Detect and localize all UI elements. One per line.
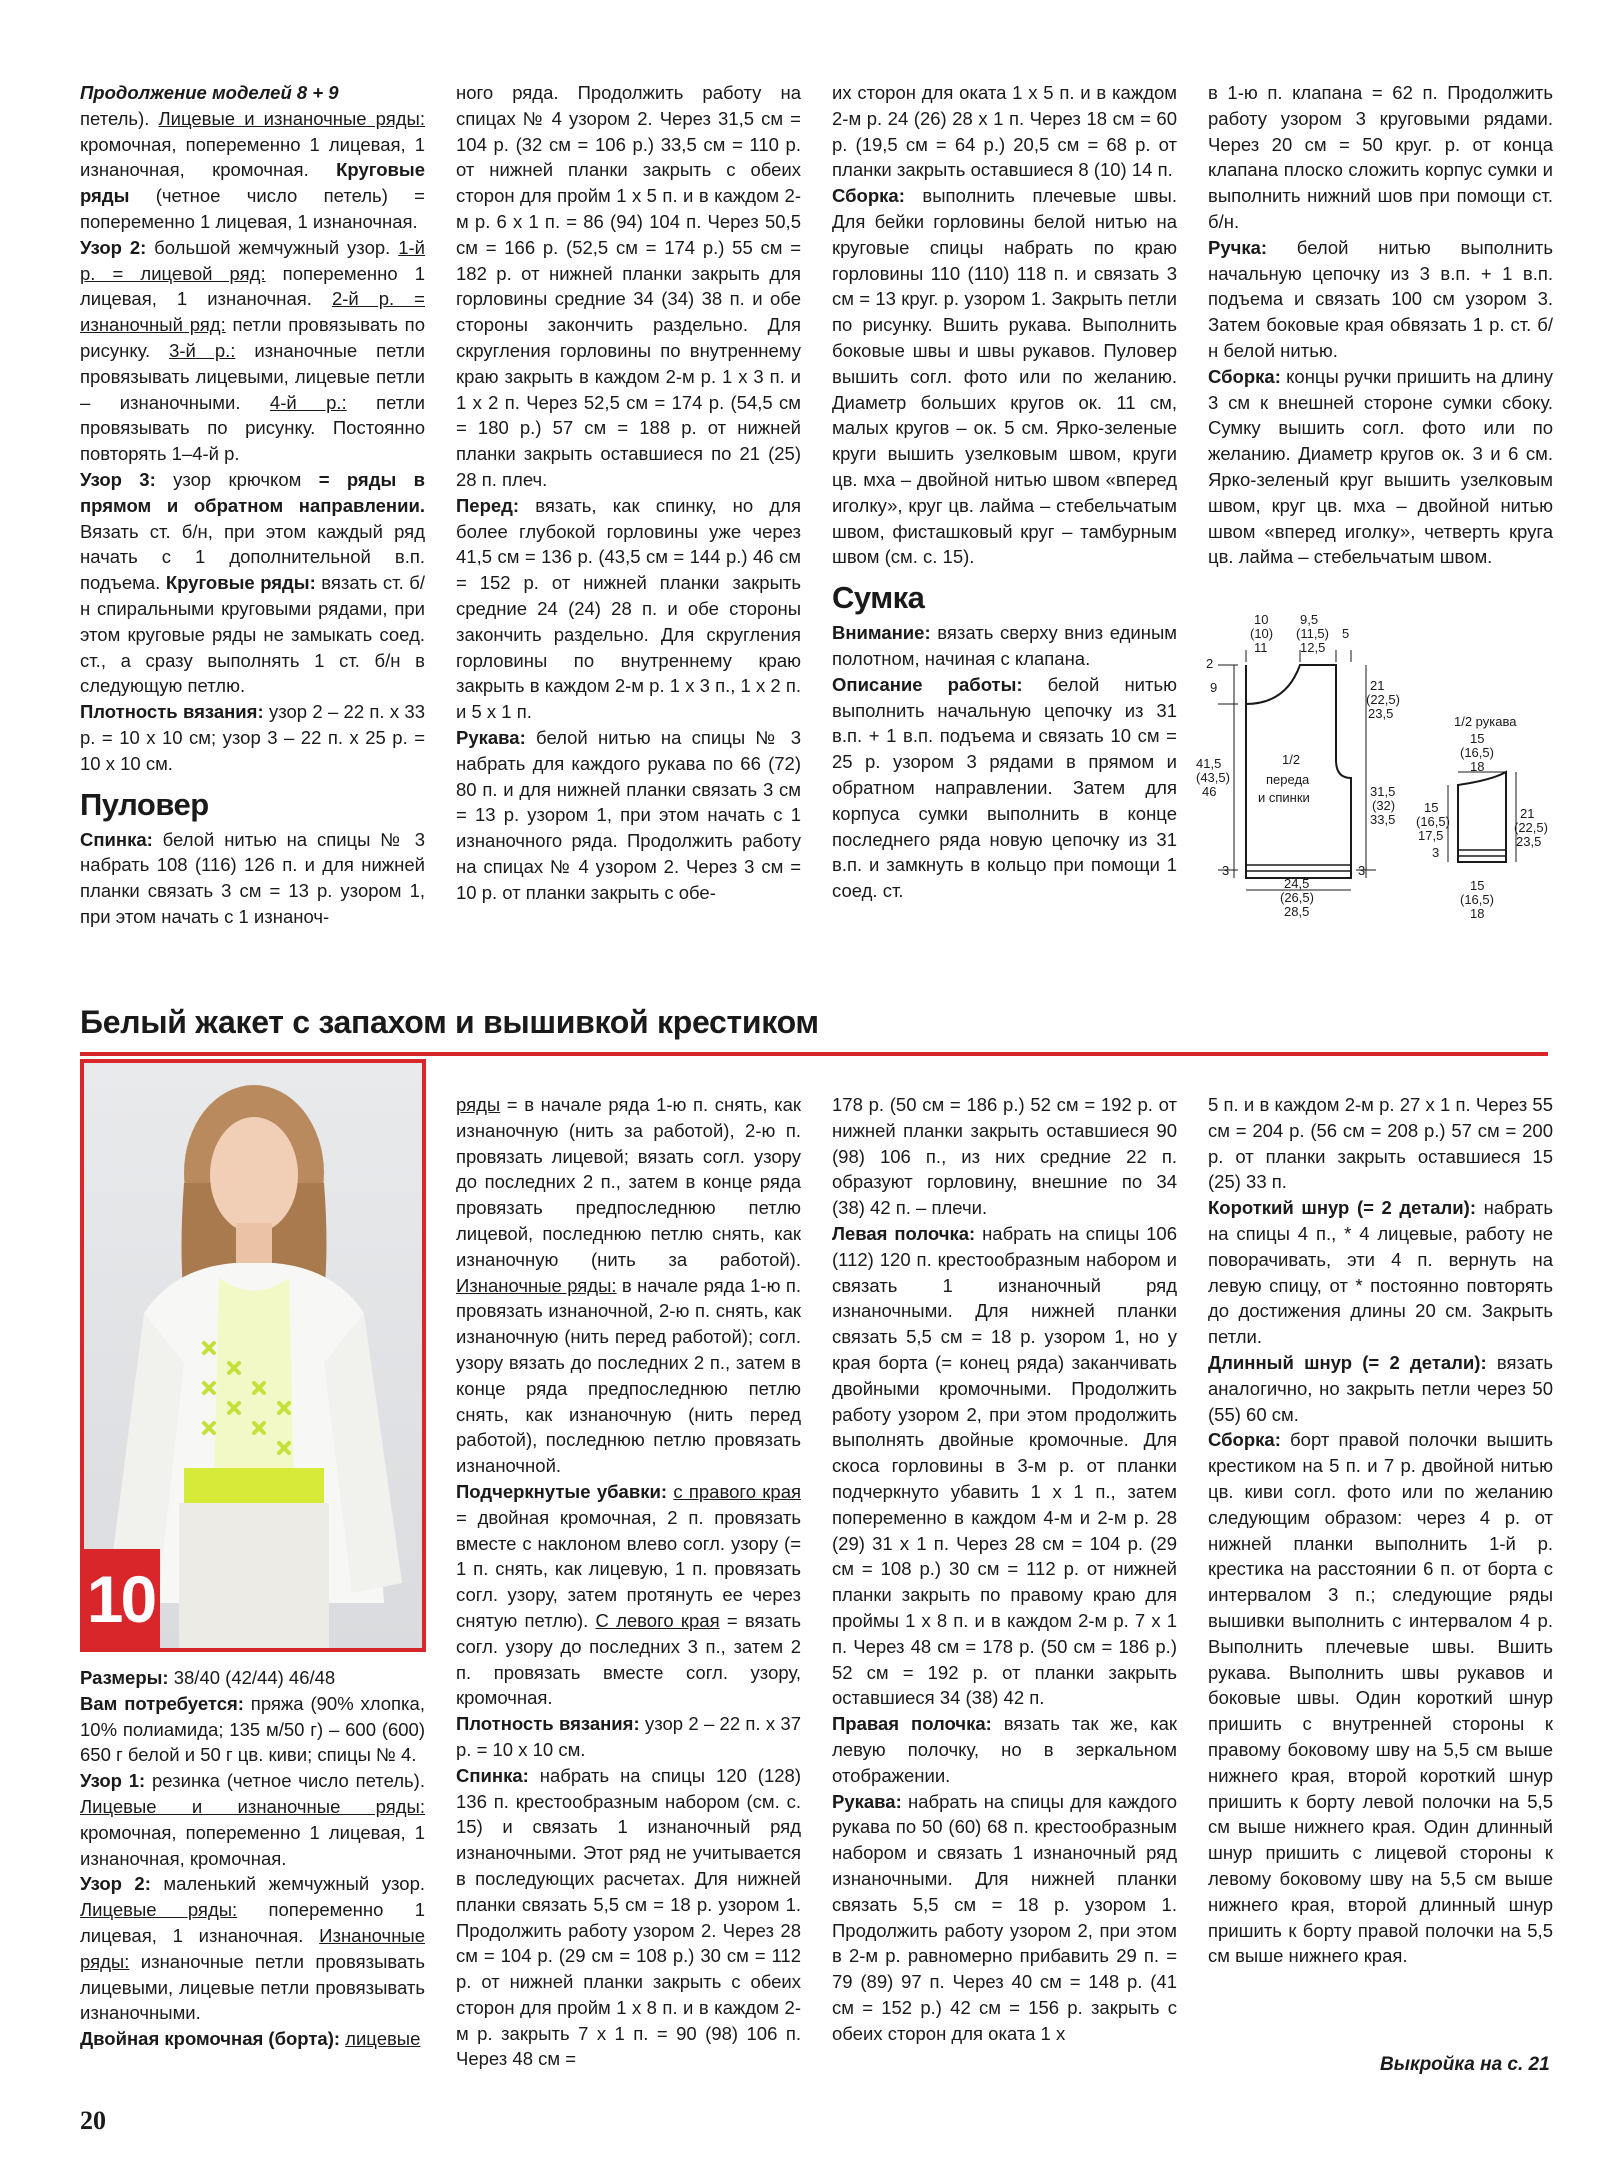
dim-left-2: 2 — [1206, 656, 1214, 671]
svg-text:(22,5): (22,5) — [1514, 820, 1548, 835]
dim-hem-left: 3 — [1222, 863, 1230, 878]
pattern-diagram — [1196, 600, 1556, 940]
sleeve-label: 1/2 рукава — [1454, 714, 1517, 729]
svg-text:18: 18 — [1470, 759, 1485, 774]
pulover-heading: Пуловер — [80, 786, 209, 822]
bottom-column-2: ряды = в начале ряда 1-ю п. снять, как изнаночную (нить за работой), 2-ю п. провязать лицевой; вязать согл. узору до последних 2 п., затем в конце ряда провязать предпоследнюю петлю лицевой, последнюю петлю снять, как изнаночную (нить за работой). Изнаночные ряды: в начале ряда 1-ю п. провязать изнаночной, 2-ю п. снять, как изнаночную (нить перед работой); согл. узору вязать до последних 2 п., затем в конце ряда предпоследнюю петлю снять, как изнаночную (нить перед работой), последнюю петлю провязать изнаночной. Подчеркнутые убавки: с правого края = двойная кромочная, 2 п. провязать вместе с наклоном влево согл. узору (= 1 п. снять, как лицевую, 1 п. провязать согл. узору, затем протянуть ее через снятую петлю). С левого края = вязать согл. узору до последних 3 п., затем 2 п. провязать вместе согл. узору, кромочная. Плотность вязания: узор 2 – 22 п. х 37 р. = 10 х 10 см. Спинка: набрать на спицы 120 (128) 136 п. крестообразным набором (см. с. 15) и связать 1 изнаночный ряд изнаночными. Этот ряд не учитывается в последующих расчетах. Для нижней планки связать 5,5 см = 18 р. узором 1. Продолжить работу узором 2. Через 28 см = 104 р. (29 см = 108 р.) 30 см = 112 р. от нижней планки закрыть с обеих сторон для пройм 1 х 8 п. и в каждом 2-м р. закрыть 7 х 1 п. = 90 (98) 106 п. Через 48 см = — [456, 1094, 801, 2070]
dim-left-total: 41,5 — [1196, 756, 1222, 771]
top-column-4: в 1-ю п. клапана = 62 п. Продолжить работу узором 3 круговыми рядами. Через 20 см = 50 круг. р. от конца клапана плоско сложить корпус сумки и выполнить нижний шов при помощи ст. б/н. Ручка: белой нитью выполнить начальную цепочку из 3 в.п. + 1 в.п. подъема и связать 100 см узором 3. Затем боковые края обвязать 1 р. ст. б/н белой нитью. Сборка: концы ручки пришить на длину 3 см к внешней стороне сумки сбоку. Сумку вышить согл. фото или по желанию. Диаметр кругов ок. 3 и 6 см. Ярко-зеленый круг вышить узелковым швом, круг цв. мха – двойной нитью швом «вперед иголку», четверть круга цв. лайма – стебельчатым швом. — [1208, 82, 1553, 568]
bottom-column-3: 178 р. (50 см = 186 р.) 52 см = 192 р. от нижней планки закрыть оставшиеся 90 (98) 106 п., из них средние 22 п. образуют горловину, внешние по 34 (38) 42 п. – плечи. Левая полочка: набрать на спицы 106 (112) 120 п. крестообразным набором и связать 1 изнаночный ряд изнаночными. Для нижней планки связать 5,5 см = 18 р. узором 1, но у края борта (= конец ряда) заканчивать двойными кромочными. Продолжить работу узором 2, при этом продолжить выполнять двойные кромочные. Для скоса горловины в 3-м р. от планки подчеркнуто убавить 1 х 1 п., затем попеременно в каждом 4-м и 2-м р. 28 (29) 31 х 1 п. Через 28 см = 104 р. (29 см = 108 р.) 30 см = 112 р. от нижней планки закрыть по правому краю для проймы 1 х 8 п. и в каждом 2-м р. 7 х 1 п. Через 48 см = 178 р. (50 см = 186 р.) 52 см = 192 р. от планки закрыть оставшиеся 34 (38) 42 п. Правая полочка: вязать так же, как левую полочку, но в зеркальном отображении. Рукава: набрать на спицы для каждого рукава по 50 (60) 68 п. крестообразным набором и связать 1 изнаночный ряд изнаночными. Для нижней планки связать 5,5 см = 18 р. узором 1. Продолжить работу узором 2, при этом в 2-м р. равномерно прибавить 29 п. = 79 (89) 97 п. Через 40 см = 148 р. (41 см = 152 р.) 42 см = 156 р. закрыть с обеих сторон для оката 1 х — [832, 1094, 1177, 2044]
svg-text:11: 11 — [1254, 640, 1268, 655]
svg-text:переда: переда — [1266, 772, 1310, 787]
svg-text:23,5: 23,5 — [1516, 834, 1542, 849]
svg-text:23,5: 23,5 — [1368, 706, 1394, 721]
top-column-2: ного ряда. Продолжить работу на спицах № 4 узором 2. Через 31,5 см = 104 р. (32 см = 106 р.) 33,5 см = 110 р. от нижней планки закрыть с обеих сторон для пройм 1 х 5 п. и в каждом 2-м р. 6 х 1 п. = 86 (94) 104 п. Через 50,5 см = 166 р. (52,5 см = 174 р.) 55 см = 182 р. от нижней планки закрыть для горловины средние 34 (34) 38 п. и обе стороны закончить раздельно. Для скругления горловины по внутреннему краю закрыть в каждом 2-м р. 1 х 3 п. и 1 х 2 п. Через 52,5 см = 174 р. (54,5 см = 180 р.) 57 см = 188 р. от нижней планки закрыть оставшиеся по 21 (25) 28 п. плеч. Перед: вязать, как спинку, но для более глубокой горловины уже через 41,5 см = 136 р. (43,5 см = 144 р.) 46 см = 152 р. от нижней планки закрыть средние 24 (24) 28 п. и обе стороны закончить раздельно. Для скругления горловины по внутреннему краю закрыть в каждом 2-м р. 1 х 3 п., 1 х 2 п. и 5 х 1 п. Рукава: белой нитью на спицы № 3 набрать для каждого рукава по 66 (72) 80 п. и для нижней планки связать 3 см = 13 р. узором 1, при этом начать с 1 изнаночного ряда. Продолжить работу на спицах № 4 узором 2. Через 3 см = 10 р. от планки закрыть с обе- — [456, 82, 801, 903]
dim-sleeve-left: 15 — [1424, 800, 1439, 815]
piece-label: 1/2 — [1282, 752, 1301, 767]
page-number: 20 — [80, 2106, 106, 2135]
bottom-column-4: 5 п. и в каждом 2-м р. 27 х 1 п. Через 55 см = 204 р. (56 см = 208 р.) 57 см = 200 р. от планки закрыть оставшиеся 15 (25) 33 п. Короткий шнур (= 2 детали): набрать на спицы 4 п., * 4 лицевые, работу не поворачивать, эти 4 п. вернуть на левую спицу, от * постоянно повторять до достижения длины 20 см. Закрыть петли. Длинный шнур (= 2 детали): вязать аналогично, но закрыть петли через 50 (55) 60 см. Сборка: борт правой полочки вышить крестиком на 5 п. и 7 р. двойной нитью цв. киви согл. фото или по желанию следующим образом: через 4 р. от нижней планки выполнить 1-й р. крестика на расстоянии 6 п. от борта с интервалом 3 п.; следующие ряды вышивки выполнить с интервалом 4 р. Выполнить плечевые швы. Вшить рукава. Выполнить швы рукавов и боковые швы. Один короткий шнур пришить с внутренней стороны к правому боковому шву на 5,5 см выше нижнего края, второй короткий шнур пришить к борту левой полочки на 5,5 см выше нижнего края. Один длинный шнур пришить с лицевой стороны к левому боковому шву на 5,5 см выше нижнего края, второй длинный шнур пришить к борту правой полочки на 5,5 см выше нижнего края. — [1208, 1094, 1553, 1967]
svg-text:(22,5): (22,5) — [1366, 692, 1400, 707]
svg-text:46: 46 — [1202, 784, 1217, 799]
dim-top-2: 9,5 — [1300, 612, 1319, 627]
bottom-column-1: Размеры: 38/40 (42/44) 46/48 Вам потребуется: пряжа (90% хлопка, 10% полиамида; 135 м/50 г) – 600 (600) 650 г белой и 50 г цв. киви; спицы № 4. Узор 1: резинка (четное число петель). Лицевые и изнаночные ряды: кромочная, попеременно 1 лицевая, 1 изнаночная, кромочная. Узор 2: маленький жемчужный узор. Лицевые ряды: попеременно 1 лицевая, 1 изнаночная. Изнаночные ряды: изнаночные петли провязывать лицевыми, лицевые петли провязывать изнаночными. Двойная кромочная (борта): лицевые — [80, 1667, 426, 2050]
svg-text:12,5: 12,5 — [1300, 640, 1326, 655]
svg-text:(16,5): (16,5) — [1460, 745, 1494, 760]
section-title: Белый жакет с запахом и вышивкой крестиком — [80, 1004, 819, 1040]
dim-right-side: 31,5 — [1370, 784, 1396, 799]
svg-text:(32): (32) — [1372, 798, 1396, 813]
dim-top-3: 5 — [1342, 626, 1350, 641]
dim-top-1: 10 — [1254, 612, 1269, 627]
sumka-heading: Сумка — [832, 580, 925, 616]
svg-text:17,5: 17,5 — [1418, 828, 1444, 843]
dim-sleeve-bottom: 15 — [1470, 878, 1485, 893]
svg-text:(10): (10) — [1250, 626, 1274, 641]
sleeve-pattern-shape — [1458, 772, 1506, 862]
dim-hem-right: 3 — [1358, 863, 1366, 878]
dim-left-9: 9 — [1210, 680, 1218, 695]
pattern-page-reference: Выкройка на с. 21 — [1380, 2054, 1550, 2075]
svg-text:и спинки: и спинки — [1258, 790, 1310, 805]
section-divider — [80, 1052, 1548, 1056]
svg-text:28,5: 28,5 — [1284, 904, 1310, 919]
dim-bottom-width: 24,5 — [1284, 876, 1310, 891]
svg-text:(26,5): (26,5) — [1280, 890, 1314, 905]
svg-text:(16,5): (16,5) — [1416, 814, 1450, 829]
dim-sleeve-right: 21 — [1520, 806, 1535, 821]
svg-text:(43,5): (43,5) — [1196, 770, 1230, 785]
top-column-1: Продолжение моделей 8 + 9 петель). Лицевые и изнаночные ряды: кромочная, попеременно 1 лицевая, 1 изнаночная, кромочная. Круговые ряды (четное число петель) = попеременно 1 лицевая, 1 изнаночная. Узор 2: большой жемчужный узор. 1-й р. = лицевой ряд: попеременно 1 лицевая, 1 изнаночная. 2-й р. = изнаночный ряд: петли провязывать по рисунку. 3-й р.: изнаночные петли провязывать лицевыми, лицевые петли – изнаночными. 4-й р.: петли провязывать по рисунку. Постоянно повторять 1–4-й р. Узор 3: узор крючком = ряды в прямом и обратном направлении. Вязать ст. б/н, при этом каждый ряд начать с 1 дополнительной в.п. подъема. Круговые ряды: вязать ст. б/н спиральными круговыми рядами, при этом круговые ряды не замыкать соед. ст., а сразу выполнять 1 ст. б/н в следующую петлю. Плотность вязания: узор 2 – 22 п. х 33 р. = 10 х 10 см; узор 3 – 22 п. х 25 р. = 10 х 10 см. Пуловер Спинка: белой нитью на спицы № 3 набрать 108 (116) 126 п. и для нижней планки связать 3 см = 13 р. узором 1, при этом начать с 1 изнаноч- — [80, 82, 425, 927]
model-number-badge: 10 — [81, 1549, 160, 1649]
dim-right-armhole: 21 — [1370, 678, 1385, 693]
dim-sleeve-top: 15 — [1470, 731, 1485, 746]
dim-sleeve-hem: 3 — [1432, 845, 1440, 860]
svg-text:18: 18 — [1470, 906, 1485, 921]
svg-text:(11,5): (11,5) — [1296, 626, 1329, 641]
top-column-3: их сторон для оката 1 х 5 п. и в каждом 2-м р. 24 (26) 28 х 1 п. Через 18 см = 60 р. (19,5 см = 64 р.) 20,5 см = 68 р. от планки закрыть оставшиеся 8 (10) 14 п. Сборка: выполнить плечевые швы. Для бейки горловины белой нитью на круговые спицы набрать по краю горловины 110 (110) 118 п. и связать 3 см = 13 круг. р. узором 1. Закрыть петли по рисунку. Вшить рукава. Выполнить боковые швы и швы рукавов. Пуловер вышить согл. фото или по желанию. Диаметр больших кругов ок. 11 см, малых кругов – ок. 5 см. Ярко-зеленые круги вышить узелковым швом, круги цв. мха – двойной нитью швом «вперед иголку», круг цв. лайма – стебельчатым швом, фисташковый круг – тамбурным швом (см. с. 15). Сумка Внимание: вязать сверху вниз единым полотном, начиная с клапана. Описание работы: белой нитью выполнить начальную цепочку из 31 в.п. + 1 в.п. подъема и связать 10 см = 25 р. узором 3 рядами в прямом и обратном направлении. Затем для корпуса сумки выполнить в конце последнего ряда новую цепочку из 31 в.п. и замкнуть в кольцо при помощи 1 соед. ст. — [832, 82, 1177, 902]
svg-text:(16,5): (16,5) — [1460, 892, 1494, 907]
continuation-title: Продолжение моделей 8 + 9 — [80, 82, 339, 103]
svg-text:33,5: 33,5 — [1370, 812, 1396, 827]
